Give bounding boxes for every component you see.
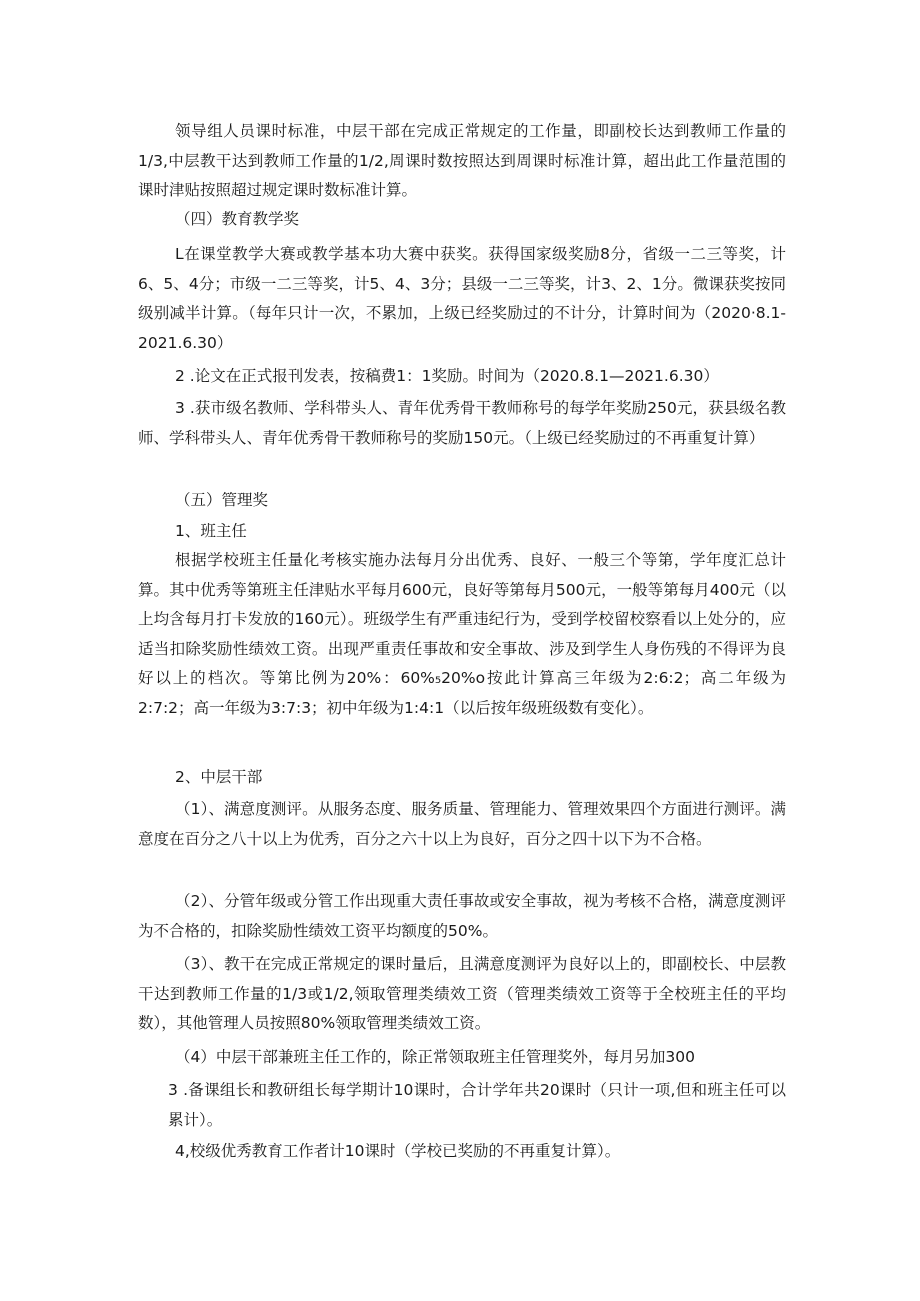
paragraph-famous-teacher: 3 .获市级名教师、学科带头人、青年优秀骨干教师称号的每学年奖励250元，获县级名教师、学科带头人、青年优秀骨干教师称号的奖励150元。（上级已经奖励过的不再重复计算） [138, 399, 786, 447]
paragraph-class-teacher-rules: 根据学校班主任量化考核实施办法每月分出优秀、良好、一般三个等第，学年度汇总计算。其中优秀等第班主任津贴水平每月600元，良好等第每月500元，一般等第每月400元（以上均含每月打卡发放的160元）。班级学生有严重违纪行为，受到学校留校察看以上处分的，应适当扣除奖励性绩效工资。出现严重责任事故和安全事故、涉及到学生人身伤残的不得评为良好以上的档次。等第比例为20%：60%₅20%o按此计算高三年级为2:6:2；高二年级为2:7:2；高一年级为3:7:3；初中年级为1:4:1（以后按年级班级数有变化）。 [138, 551, 786, 717]
paragraph-satisfaction-survey: （1）、满意度测评。从服务态度、服务质量、管理能力、管理效果四个方面进行测评。满意度在百分之八十以上为优秀，百分之六十以上为良好，百分之四十以下为不合格。 [138, 800, 786, 848]
heading-teaching-award: （四）教育教学奖 [175, 210, 300, 228]
paragraph-class-competition: L在课堂教学大赛或教学基本功大赛中获奖。获得国家级奖励8分，省级一二三等奖，计6、5、4分；市级一二三等奖，计5、4、3分；县级一二三等奖，计3、2、1分。微课获奖按同级别减半计算。（每年只计一次，不累加，上级已经奖励过的不计分，计算时间为（2020‧8.1-2021.6.30） [138, 245, 786, 352]
paragraph-accident-assessment: （2）、分管年级或分管工作出现重大责任事故或安全事故，视为考核不合格，满意度测评为不合格的，扣除奖励性绩效工资平均额度的50%。 [138, 892, 786, 940]
paragraph-leader-class-hours: 领导组人员课时标准，中层干部在完成正常规定的工作量，即副校长达到教师工作量的1/3,中层教干达到教师工作量的1/2,周课时数按照达到周课时标准计算，超出此工作量范围的课时津贴按照超过规定课时数标准计算。 [138, 122, 786, 199]
paragraph-excellent-educator: 4,校级优秀教育工作者计10课时（学校已奖励的不再重复计算）。 [175, 1142, 621, 1160]
paragraph-paper-publication: 2 .论文在正式报刊发表，按稿费1：1奖励。时间为（2020.8.1—2021.6.30） [175, 367, 719, 385]
heading-middle-cadres: 2、中层干部 [175, 768, 263, 786]
heading-class-teacher: 1、班主任 [175, 522, 247, 540]
paragraph-cadre-class-teacher: （4）中层干部兼班主任工作的，除正常领取班主任管理奖外，每月另加300 [175, 1048, 695, 1066]
heading-management-award: （五）管理奖 [175, 491, 269, 509]
paragraph-management-pay: （3）、教干在完成正常规定的课时量后，且满意度测评为良好以上的，即副校长、中层教干达到教师工作量的1/3或1/2,领取管理类绩效工资（管理类绩效工资等于全校班主任的平均数），其他管理人员按照80%领取管理类绩效工资。 [138, 955, 786, 1032]
paragraph-group-leader-hours: 3 .备课组长和教研组长每学期计10课时，合计学年共20课时（只计一项,但和班主任可以累计）。 [168, 1081, 786, 1129]
